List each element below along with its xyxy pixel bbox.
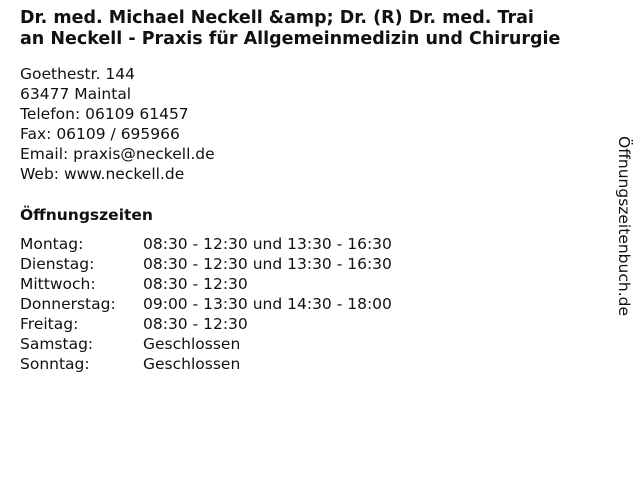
day-hours: 08:30 - 12:30 und 13:30 - 16:30 bbox=[143, 235, 392, 253]
day-label: Samstag: bbox=[20, 335, 94, 353]
hours-row-saturday bbox=[20, 334, 392, 354]
email-address: Email: praxis@neckell.de bbox=[20, 145, 215, 163]
contact-block bbox=[20, 64, 215, 184]
fax-number: Fax: 06109 / 695966 bbox=[20, 125, 180, 143]
day-hours: 08:30 - 12:30 bbox=[143, 275, 248, 293]
phone-number: Telefon: 06109 61457 bbox=[20, 105, 189, 123]
day-label: Sonntag: bbox=[20, 355, 90, 373]
hours-row-thursday bbox=[20, 294, 392, 314]
practice-title-line-1: Dr. med. Michael Neckell &amp; Dr. (R) Dr. med. Trai bbox=[20, 8, 534, 28]
street-address: Goethestr. 144 bbox=[20, 65, 136, 83]
day-label: Donnerstag: bbox=[20, 295, 116, 313]
day-label: Montag: bbox=[20, 235, 84, 253]
day-hours: Geschlossen bbox=[143, 355, 241, 373]
hours-row-tuesday bbox=[20, 254, 392, 274]
opening-hours-heading: Öffnungszeiten bbox=[20, 206, 153, 224]
postal-city: 63477 Maintal bbox=[20, 85, 132, 103]
hours-row-friday bbox=[20, 314, 392, 334]
hours-row-monday bbox=[20, 234, 392, 254]
day-hours: 08:30 - 12:30 bbox=[143, 315, 248, 333]
day-label: Freitag: bbox=[20, 315, 79, 333]
day-label: Dienstag: bbox=[20, 255, 95, 273]
website: Web: www.neckell.de bbox=[20, 165, 185, 183]
day-hours: 09:00 - 13:30 und 14:30 - 18:00 bbox=[143, 295, 392, 313]
brand-watermark: Öffnungszeitenbuch.de bbox=[615, 136, 633, 316]
day-hours: Geschlossen bbox=[143, 335, 241, 353]
opening-hours-table bbox=[20, 234, 392, 374]
hours-row-sunday bbox=[20, 354, 392, 374]
practice-title-line-2: an Neckell - Praxis für Allgemeinmedizin und Chirurgie bbox=[20, 29, 561, 49]
hours-row-wednesday bbox=[20, 274, 392, 294]
day-label: Mittwoch: bbox=[20, 275, 96, 293]
practice-title bbox=[20, 8, 640, 50]
day-hours: 08:30 - 12:30 und 13:30 - 16:30 bbox=[143, 255, 392, 273]
